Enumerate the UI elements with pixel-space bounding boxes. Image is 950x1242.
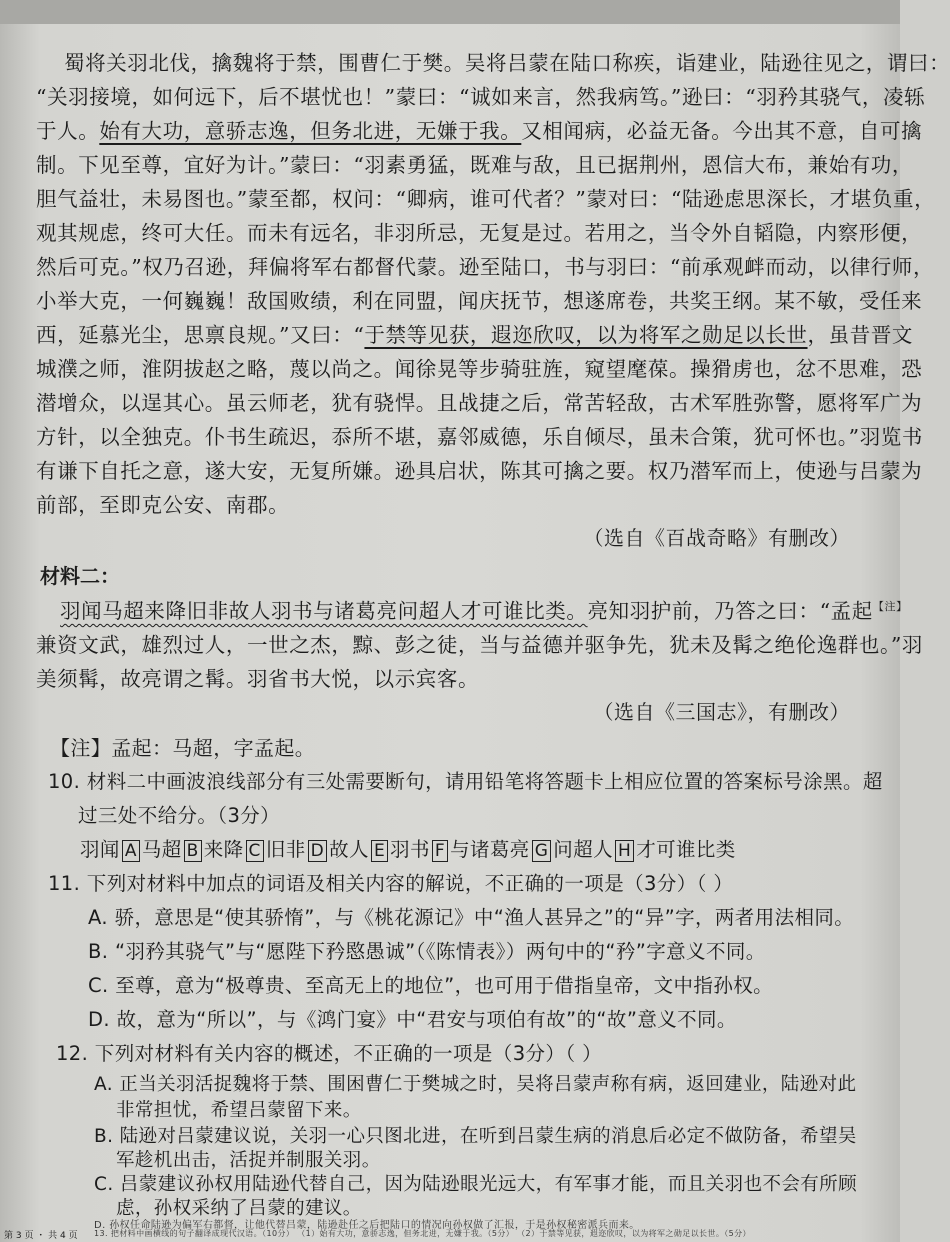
option-b[interactable]: B. “羽矜其骁气”与“愿陛下矜愍愚诚”（《陈情表》）两句中的“矜”字意义不同。 <box>88 940 766 963</box>
material2-line: 美须髯，故亮谓之髯。羽省书大悦，以示宾客。 <box>36 667 480 691</box>
translation-item-1: （1）始有大功，意骄志逸，但务北进，无嫌于我。（5分） <box>297 1229 515 1238</box>
material1-line: 方针，以全独克。仆书生疏迟，忝所不堪，嘉邻威德，乐自倾尽，虽未合策，犹可怀也。”羽览书 <box>36 425 924 449</box>
segment: 才可谁比类 <box>636 838 736 861</box>
material1-line: 有谦下自托之意，遂大安，无复所嫌。逊具启状，陈其可擒之要。权乃潜军而上，使逊与吕蒙为 <box>36 459 923 483</box>
material1-line: 制。下见至尊，宜好为计。”蒙曰：“羽素勇猛，既难与敌，且已据荆州，恩信大布，兼始有功， <box>36 153 914 177</box>
break-option-g[interactable]: G <box>532 840 552 862</box>
break-option-h[interactable]: H <box>615 840 634 862</box>
underlined-sentence-1: 始有大功，意骄志逸，但务北进，无嫌于我。 <box>99 119 522 143</box>
segment: 与诸葛亮 <box>450 838 530 861</box>
text-span: D. 孙权任命陆逊为偏军右都督，让他代替吕蒙，陆逊赴任之后把陆口的情况向孙权做了汇报， <box>94 1220 526 1231</box>
break-option-e[interactable]: E <box>371 840 388 862</box>
question-11-stem: 11. 下列对材料中加点的词语及相关内容的解说，不正确的一项是（3分）（ ） <box>48 872 734 895</box>
material1-line: 观其规虑，终可大任。而未有远名，非羽所忌，无复是过。若用之，当令外自韬隐，内察形便， <box>36 221 923 245</box>
question-13-stem: 13. 把材料中画横线的句子翻译成现代汉语。（10分） <box>94 1229 295 1238</box>
segment: 马超 <box>141 838 182 861</box>
page-footer: 第 3 页 ・ 共 4 页 <box>4 1231 78 1241</box>
translation-item-2: （2）于禁等见获，遐迩欣叹，以为将军之勋足以长世。（5分） <box>517 1229 751 1238</box>
option-b-cont: 军趁机出击，活捉并制服关羽。 <box>116 1150 381 1171</box>
material1-line: “关羽接境，如何远下，后不堪忧也！”蒙曰：“诚如来言，然我病笃。”逊曰：“羽矜其骁气，凌轹 <box>36 85 926 109</box>
material1-line: 蜀将关羽北伐，擒魏将于禁，围曹仁于樊。吴将吕蒙在陆口称疾，诣建业，陆逊往见之，谓曰： <box>64 51 950 75</box>
segment: 问超人 <box>553 838 613 861</box>
material1-line: 前部，至即克公安、南郡。 <box>36 493 290 517</box>
material1-line: 小举大克，一何巍巍！敌国败绩，利在同盟，闻庆抚节，想遂席卷，共奖王纲。某不敏，受任来 <box>36 289 923 313</box>
annotation-note: 【注】孟起：马超，字孟起。 <box>50 736 316 760</box>
break-option-a[interactable]: A <box>122 840 140 862</box>
question-12-stem: 12. 下列对材料有关内容的概述，不正确的一项是（3分）（ ） <box>56 1042 602 1065</box>
underlined-sentence-2: 于禁等见获，遐迩欣叹，以为将军之勋足以长世 <box>364 323 808 347</box>
material2-line <box>60 594 908 624</box>
segment: 故人 <box>329 838 369 861</box>
material1-line: 胆气益壮，未易图也。”蒙至都，权问：“卿病，谁可代者？”蒙对曰：“陆逊虑思深长，才堪负重， <box>36 187 936 211</box>
material1-line: 城濮之师，淮阴拔赵之略，蔑以尚之。闻徐晃等步骑驻旌，窥望麾葆。操猾虏也，忿不思难，恐 <box>36 357 923 381</box>
option-b[interactable]: B. 陆逊对吕蒙建议说，关羽一心只图北进，在听到吕蒙生病的消息后必定不做防备，希望吴 <box>94 1126 857 1147</box>
text-span: 亮知羽护前，乃答之曰：“孟起 <box>587 599 873 623</box>
break-option-f[interactable]: F <box>432 840 448 862</box>
scan-edge <box>0 0 900 24</box>
option-c-cont: 虑，孙权采纳了吕蒙的建议。 <box>116 1198 362 1219</box>
material1-line <box>36 114 923 144</box>
material2-line: 兼资文武，雄烈过人，一世之杰，黥、彭之徒，当与益德并驱争先，犹未及髯之绝伦逸群也。”羽 <box>36 633 924 657</box>
segment: 羽闻 <box>80 838 120 861</box>
option-c[interactable]: C. 至尊，意为“极尊贵、至高无上的地位”，也可用于借指皇帝，文中指孙权。 <box>88 974 774 997</box>
segment: 旧非 <box>265 838 306 861</box>
material1-line: 潜增众，以逞其心。虽云师老，犹有骁悍。且战捷之后，常苦轻敌，古术军胜弥警，愿将军广为 <box>36 391 923 415</box>
text-span: 于是孙权秘密派兵而来。 <box>525 1220 640 1231</box>
note-mark: 【注】 <box>872 600 908 614</box>
material1-line: 然后可克。”权乃召逊，拜偏将军右都督代蒙。逊至陆口，书与羽曰：“前承观衅而动，以律行师， <box>36 255 935 279</box>
option-a[interactable]: A. 正当关羽活捉魏将于禁、围困曹仁于樊城之时，吴将吕蒙声称有病，返回建业，陆逊对此 <box>94 1074 857 1095</box>
option-a-cont: 非常担忧，希望吕蒙留下来。 <box>116 1100 362 1121</box>
source-citation: （选自《百战奇略》有删改） <box>583 526 850 550</box>
material2-heading: 材料二： <box>40 564 120 588</box>
text-span: 又相闻病，必益无备。今出其不意，自可擒 <box>521 119 923 143</box>
wavy-underlined-sentence: 羽闻马超来降旧非故人羽书与诸葛亮问超人才可谁比类。 <box>60 599 588 623</box>
option-a[interactable]: A. 骄，意思是“使其骄惰”，与《桃花源记》中“渔人甚异之”的“异”字，两者用法相同。 <box>88 906 855 929</box>
sentence-break-options <box>80 834 736 862</box>
question-10-stem: 10. 材料二中画波浪线部分有三处需要断句，请用铅笔将答题卡上相应位置的答案标号涂黑。超 <box>48 770 883 793</box>
source-citation: （选自《三国志》，有删改） <box>593 700 850 724</box>
segment: 来降 <box>203 838 244 861</box>
text-span: 于人。 <box>36 119 100 143</box>
material1-line <box>36 318 914 348</box>
option-d[interactable]: D. 故，意为“所以”，与《鸿门宴》中“君安与项伯有故”的“故”意义不同。 <box>88 1008 737 1031</box>
question-13 <box>94 1228 751 1239</box>
question-10-stem: 过三处不给分。（3分） <box>78 804 281 827</box>
text-span: 西，延慕光尘，思禀良规。”又曰：“ <box>36 323 365 347</box>
break-option-b[interactable]: B <box>184 840 202 862</box>
break-option-d[interactable]: D <box>308 840 328 862</box>
segment: 羽书 <box>390 838 430 861</box>
break-option-c[interactable]: C <box>246 840 264 862</box>
text-span: ，虽昔晋文 <box>807 323 914 347</box>
option-c[interactable]: C. 吕蒙建议孙权用陆逊代替自己，因为陆逊眼光远大，有军事才能，而且关羽也不会有所顾 <box>94 1174 857 1195</box>
